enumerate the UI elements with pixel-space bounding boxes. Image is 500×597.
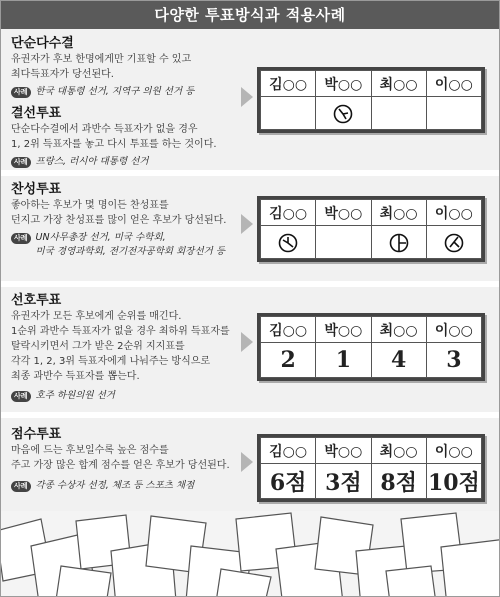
vote-stamp-icon: [333, 104, 353, 124]
section-approval: [1, 176, 499, 281]
example-badge: 사례: [11, 391, 31, 402]
example-row: [11, 479, 246, 493]
section-desc-line: 탈락시키면서 그가 받은 2순위 지지표를: [11, 341, 185, 352]
ballot-score-value: 3점: [316, 464, 371, 499]
candidate-name: 김○○: [261, 438, 316, 464]
example-text: 한국 대통령 선거, 지역구 의원 선거 등: [35, 86, 195, 97]
arrow-icon: [241, 332, 253, 352]
section-desc-line: 최다득표자가 당선된다.: [11, 69, 114, 80]
example-badge: 사례: [11, 233, 31, 244]
example-text: 호주 하원의원 선거: [35, 390, 115, 401]
candidate-name: 최○○: [371, 438, 426, 464]
ballot-rank-value: 4: [371, 343, 426, 378]
candidate-name: 박○○: [316, 71, 371, 97]
vote-stamp-icon: [278, 233, 298, 253]
candidate-name: 이○○: [426, 71, 481, 97]
ballot-score-value: 8점: [371, 464, 426, 499]
section-desc-line: 던지고 가장 찬성표를 많이 얻은 후보가 당선된다.: [11, 215, 227, 226]
ballot-mark-cell: [261, 226, 316, 259]
candidate-name: 박○○: [316, 317, 371, 343]
section-desc-line: 유권자가 모든 후보에게 순위를 매긴다.: [11, 311, 182, 322]
example-row: [11, 85, 243, 99]
example-badge: 사례: [11, 481, 31, 492]
ballot-rank-value: 2: [261, 343, 316, 378]
section-desc-line: 각각 1, 2, 3위 득표자에게 나눠주는 방식으로: [11, 356, 211, 367]
candidate-name: 이○○: [426, 438, 481, 464]
section-title-preference: 선호투표: [11, 293, 62, 308]
candidate-name: 박○○: [316, 438, 371, 464]
ballot-mark-cell: [371, 97, 426, 130]
ballot-approval: [257, 196, 485, 262]
example-badge: 사례: [11, 157, 31, 168]
example-row: [11, 389, 251, 403]
candidate-name: 김○○: [261, 200, 316, 226]
section-desc-line: 마음에 드는 후보일수록 높은 점수를: [11, 445, 169, 456]
example-text: 프랑스, 러시아 대통령 선거: [35, 156, 149, 167]
ballot-mark-cell: [316, 97, 371, 130]
section-title-approval: 찬성투표: [11, 182, 62, 197]
ballot-mark-cell: [371, 226, 426, 259]
arrow-icon: [241, 87, 253, 107]
section-desc-line: 1순위 과반수 득표자가 없을 경우 최하위 득표자를: [11, 326, 230, 337]
example-text-line: 미국 경영과학회, 전기전자공학회 회장선거 등: [35, 246, 225, 257]
ballot-preference: [257, 313, 485, 381]
candidate-name: 이○○: [426, 317, 481, 343]
section-desc-line: 주고 가장 많은 합계 점수를 얻은 후보가 당선된다.: [11, 460, 230, 471]
ballot-rank-value: 3: [426, 343, 481, 378]
section-desc-line: 1, 2위 득표자를 놓고 다시 투표를 하는 것이다.: [11, 139, 217, 150]
ballot-mark-cell: [426, 97, 481, 130]
example-text-line: UN사무총장 선거, 미국 수학회,: [35, 232, 166, 243]
section-desc-line: 유권자가 후보 한명에게만 기표할 수 있고: [11, 54, 192, 65]
ballot-plurality: [257, 67, 485, 133]
candidate-name: 이○○: [426, 200, 481, 226]
ballot-mark-cell: [426, 226, 481, 259]
example-row: [11, 231, 246, 259]
ballot-score-value: 6점: [261, 464, 316, 499]
ballot-pile-illustration: [1, 511, 499, 597]
vote-stamp-icon: [444, 233, 464, 253]
section-desc-line: 최종 과반수 득표자를 뽑는다.: [11, 371, 140, 382]
example-text: 각종 수상자 선정, 체조 등 스포츠 채점: [35, 480, 195, 491]
ballot-score: [257, 434, 485, 502]
arrow-icon: [241, 214, 253, 234]
candidate-name: 김○○: [261, 71, 316, 97]
arrow-icon: [241, 452, 253, 472]
section-plurality-runoff: [1, 29, 499, 170]
ballot-score-value: 10점: [426, 464, 481, 499]
candidate-name: 최○○: [371, 317, 426, 343]
section-desc-line: 단순다수결에서 과반수 득표자가 없을 경우: [11, 124, 198, 135]
section-desc-line: 좋아하는 후보가 몇 명이든 찬성표를: [11, 200, 169, 211]
candidate-name: 최○○: [371, 71, 426, 97]
ballot-mark-cell: [261, 97, 316, 130]
ballot-mark-cell: [316, 226, 371, 259]
section-title-score: 점수투표: [11, 427, 62, 442]
example-row: [11, 155, 243, 169]
section-title-plurality: 단순다수결: [11, 36, 74, 51]
candidate-name: 박○○: [316, 200, 371, 226]
page-title: 다양한 투표방식과 적용사례: [1, 1, 499, 29]
ballot-rank-value: 1: [316, 343, 371, 378]
candidate-name: 최○○: [371, 200, 426, 226]
example-text: [36, 231, 225, 259]
candidate-name: 김○○: [261, 317, 316, 343]
vote-stamp-icon: [389, 233, 409, 253]
section-preference: [1, 287, 499, 412]
section-score: [1, 418, 499, 511]
example-badge: 사례: [11, 87, 31, 98]
section-title-runoff: 결선투표: [11, 106, 62, 121]
